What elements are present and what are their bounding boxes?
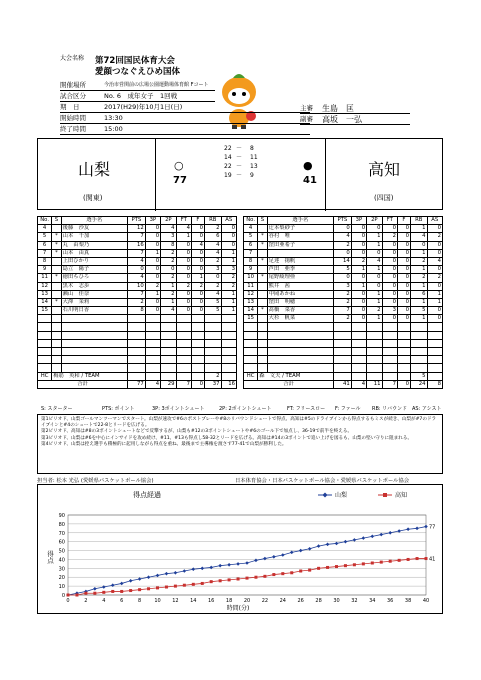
data-point	[147, 587, 150, 590]
x-tick-label: 34	[369, 598, 376, 604]
x-tick-label: 2	[84, 598, 88, 604]
total-row: 合計 77 4 29 7 0 37 16	[38, 380, 237, 388]
event-title-2: 愛顔つなぐえひめ国体	[95, 67, 181, 77]
header-cell: RB	[204, 217, 221, 225]
data-point	[380, 561, 383, 564]
data-point	[335, 565, 338, 568]
recorder: 担当者: 松本 光弘 (愛媛県バスケットボール協会)	[37, 478, 154, 484]
data-point	[147, 575, 151, 579]
away-team-name: 高知	[368, 160, 401, 179]
y-tick-label: 90	[58, 513, 65, 519]
referee-row: 主審 生島 匡	[300, 103, 410, 114]
data-point	[120, 590, 123, 593]
chart-title: 得点経過	[133, 491, 161, 499]
data-point	[102, 585, 106, 589]
table-row: 9 島立 陽子 0 0 0 0 0 3 3	[38, 266, 237, 274]
data-point	[379, 533, 383, 537]
data-point	[183, 584, 186, 587]
data-point	[245, 561, 249, 565]
table-row: 4 辻本梨紗子 0 0 0 0 0 1 0	[244, 225, 443, 233]
data-point	[75, 594, 78, 597]
away-stats-table	[243, 216, 443, 389]
data-point	[93, 592, 96, 595]
header-cell: S	[52, 217, 61, 225]
table-row	[38, 339, 237, 347]
data-point	[111, 590, 114, 593]
header-cell: 選手名	[61, 217, 127, 225]
y-tick-label: 0	[61, 593, 65, 599]
data-point	[353, 563, 356, 566]
header-cell: PTS	[128, 217, 146, 225]
table-row: 15 石川明日香 8 0 4 0 0 5 1	[38, 307, 237, 315]
table-row: 15 大杉 帆菜 2 0 1 0 0 1 0	[244, 315, 443, 323]
stats-legend: S: スターター PTS: ポイント 3P: 3ポイントシュート 2P: 2ポイントシュート FT: フリースロー F: ファール RB: リバウンド AS: アシスト	[41, 406, 442, 412]
table-row	[38, 315, 237, 323]
header-cell: PTS	[334, 217, 352, 225]
note-q3: 第3ピリオド、山梨は#6を中心にインサイドを攻め続け、#11、#13も得点し58-32とリードを広げる。高知は#14の3ポイントで追い上げを図るも、山梨の堅い守りに阻まれる。	[41, 435, 413, 441]
table-row: 8 上田ひかり 4 0 2 0 0 2 1	[38, 257, 237, 265]
table-row	[244, 339, 443, 347]
data-point	[335, 542, 339, 546]
table-row: 12 黒木 志歩 10 2 1 2 2 2 2	[38, 282, 237, 290]
x-tick-label: 40	[422, 598, 430, 604]
series-end-label: 77	[429, 524, 436, 531]
table-row: 4 後藤 沙友 12 0 4 4 0 2 0	[38, 225, 237, 233]
data-point	[246, 577, 249, 580]
table-row: 10 * 尾野綾理亜 0 0 0 0 0 2 2	[244, 274, 443, 282]
x-tick-label: 4	[102, 598, 106, 604]
data-point	[406, 527, 410, 531]
series-end-label: 41	[429, 556, 436, 563]
data-point	[156, 586, 159, 589]
data-point	[424, 525, 428, 529]
y-tick-label: 70	[58, 530, 65, 537]
data-point	[290, 551, 294, 555]
table-row	[244, 323, 443, 331]
header-cell: 選手名	[267, 217, 333, 225]
table-row: 6 * 丸 由梨乃 16 0 8 0 4 4 0	[38, 241, 237, 249]
table-row: 14 * 大澤 茉莉 2 0 1 0 0 5 1	[38, 298, 237, 306]
data-point	[138, 588, 141, 591]
chart-svg	[38, 485, 444, 615]
x-tick-label: 20	[243, 598, 251, 604]
data-point	[388, 531, 392, 535]
away-total: 41	[303, 175, 317, 186]
data-point	[397, 529, 401, 533]
x-tick-label: 16	[208, 598, 215, 604]
home-stats-table	[37, 216, 237, 389]
home-total: 77	[173, 175, 187, 186]
data-point	[210, 580, 213, 583]
x-tick-label: 32	[351, 598, 358, 604]
header-cell: 2P	[161, 217, 176, 225]
data-point	[317, 544, 321, 548]
data-point	[362, 536, 366, 540]
x-axis-label: 時間(分)	[226, 605, 250, 612]
y-tick-label: 60	[58, 539, 65, 546]
data-point	[201, 582, 204, 585]
data-point	[263, 557, 267, 561]
event-label: 大会名称	[60, 55, 85, 62]
event-title-1: 第72回国民体育大会	[95, 56, 175, 66]
x-tick-label: 36	[387, 598, 394, 604]
venue-row: 開催場所 今治市営関前の広場公園運動場体育館 Fコート	[60, 80, 215, 91]
x-tick-label: 10	[154, 598, 161, 604]
assist-row: 副審 高坂 一弘	[300, 114, 410, 125]
data-point	[129, 579, 133, 583]
data-point	[84, 592, 87, 595]
header-cell: FT	[176, 217, 191, 225]
table-row	[244, 364, 443, 372]
legend-label: 高知	[395, 492, 408, 499]
data-point	[192, 567, 196, 571]
legend-marker	[383, 493, 387, 497]
header-cell: FT	[382, 217, 397, 225]
table-row	[38, 348, 237, 356]
table-row	[244, 331, 443, 339]
header-cell: 2P	[367, 217, 382, 225]
score-box	[37, 138, 443, 210]
table-row	[38, 323, 237, 331]
data-point	[326, 566, 329, 569]
x-tick-label: 6	[120, 598, 124, 604]
data-point	[353, 538, 357, 542]
organizer: 日本体育協会・日本バスケットボール協会・愛媛県バスケットボール協会	[235, 478, 410, 484]
data-point	[165, 572, 169, 576]
x-tick-label: 24	[279, 598, 286, 604]
table-row: 13 瀬山 佳奈 7 1 2 0 0 4 1	[38, 290, 237, 298]
data-point	[299, 549, 303, 553]
match-row: 試合区分 No. 6 成年女子 1回戦	[60, 91, 215, 102]
note-q4: 第4ピリオド、山梨は控え選手も積極的に起用しながら得点を重ね、最後まで主導権を渡さず77-41で山梨が勝利した。	[41, 441, 287, 447]
y-tick-label: 80	[58, 521, 65, 528]
legend-label: 山梨	[335, 492, 348, 499]
data-point	[272, 573, 275, 576]
data-point	[398, 559, 401, 562]
data-point	[218, 564, 222, 568]
y-tick-label: 30	[58, 566, 65, 573]
table-row: 12 中岡あかね 2 0 1 0 0 6 1	[244, 290, 443, 298]
x-tick-label: 28	[315, 598, 322, 604]
y-axis-label: 得点	[46, 550, 54, 564]
data-point	[308, 547, 312, 551]
data-point	[129, 589, 132, 592]
data-point	[299, 570, 302, 573]
x-tick-label: 8	[138, 598, 142, 604]
header-cell: S	[258, 217, 267, 225]
x-tick-label: 12	[172, 598, 179, 604]
data-point	[326, 543, 330, 547]
table-row: 9 芦田 亜季 5 1 1 0 0 1 0	[244, 266, 443, 274]
home-team-name: 山梨	[78, 160, 111, 179]
score-progress-chart	[37, 484, 443, 614]
y-tick-label: 10	[58, 584, 65, 591]
data-point	[281, 553, 285, 557]
data-point	[120, 582, 124, 586]
table-row: 5 * 山本 千加 7 0 3 1 0 6 0	[38, 233, 237, 241]
data-point	[344, 564, 347, 567]
table-row: 11 熊井 茜 3 1 0 0 0 1 0	[244, 282, 443, 290]
table-row: 8 * 足達 揚帆 14 2 4 0 0 2 4	[244, 257, 443, 265]
hc-row: HC 森 文夫 / TEAM 5	[244, 372, 443, 380]
x-tick-label: 14	[190, 598, 197, 604]
table-row: 7 0 0 0 0 0 1 0	[244, 249, 443, 257]
data-point	[209, 566, 213, 570]
table-row	[38, 356, 237, 364]
header-cell: AS	[427, 217, 442, 225]
data-point	[263, 575, 266, 578]
end-row: 終了時間 15:00	[60, 124, 310, 135]
home-result-mark: ○	[174, 159, 184, 172]
data-point	[281, 572, 284, 575]
hc-row: HC 梅筋 英和 / TEAM 2	[38, 372, 237, 380]
data-point	[102, 591, 105, 594]
data-point	[183, 569, 187, 573]
header-cell: F	[191, 217, 204, 225]
total-row: 合計 41 4 11 7 0 24 8	[244, 380, 443, 388]
quarter-scores: 22 － 8 14 － 11 22 － 13 19 － 9	[224, 145, 258, 179]
data-point	[228, 578, 231, 581]
data-point	[227, 563, 231, 567]
away-region: (四国)	[374, 194, 394, 202]
data-point	[174, 571, 178, 575]
data-point	[111, 583, 115, 587]
x-tick-label: 0	[66, 598, 70, 604]
home-region: (関東)	[83, 194, 103, 202]
table-row: 6 * 窪田亜希子 2 0 1 0 0 0 0	[244, 241, 443, 249]
table-row: 13 窪田 明穂 2 0 1 0 0 1 1	[244, 298, 443, 306]
x-tick-label: 26	[297, 598, 304, 604]
x-tick-label: 22	[261, 598, 269, 604]
header-cell: RB	[410, 217, 427, 225]
data-point	[308, 569, 311, 572]
data-point	[416, 557, 419, 560]
data-point	[254, 559, 258, 563]
table-row: 5 * 谷村 唯 4 0 1 2 0 4 2	[244, 233, 443, 241]
data-point	[371, 562, 374, 565]
data-point	[93, 587, 97, 591]
data-point	[192, 583, 195, 586]
data-point	[165, 586, 168, 589]
note-q2: 第2ピリオド、高知は#8の3ポイントシュートなどで反撃するが、山梨も#12の3ポイントシュートや#6のゴール下で加点し、36-19で前半を終える。	[41, 429, 353, 435]
data-point	[200, 567, 204, 571]
data-point	[174, 585, 177, 588]
data-point	[272, 555, 276, 559]
header-cell: No.	[38, 217, 52, 225]
table-row	[38, 364, 237, 372]
header-cell: 3P	[145, 217, 160, 225]
game-notes	[37, 414, 443, 474]
start-row: 開始時間 13:30	[60, 113, 310, 124]
data-point	[67, 594, 70, 597]
data-point	[389, 560, 392, 563]
table-row	[244, 348, 443, 356]
data-point	[425, 557, 428, 560]
x-tick-label: 18	[225, 598, 233, 604]
data-point	[362, 562, 365, 565]
y-tick-label: 50	[58, 548, 65, 555]
table-row: 14 * 髙橋 菜香 7 0 2 3 0 5 0	[244, 307, 443, 315]
x-tick-label: 38	[404, 598, 412, 604]
data-point	[219, 579, 222, 582]
header-cell: AS	[221, 217, 236, 225]
table-row	[244, 356, 443, 364]
data-point	[344, 540, 348, 544]
away-result-mark: ●	[303, 159, 313, 172]
data-point	[254, 576, 257, 579]
header-cell: 3P	[351, 217, 366, 225]
data-point	[138, 577, 142, 581]
data-point	[317, 567, 320, 570]
y-tick-label: 20	[58, 575, 65, 582]
legend-marker	[323, 493, 328, 498]
table-row: 11 * 徳田ちひろ 4 0 2 0 1 0 2	[38, 274, 237, 282]
note-q1: 第1ピリオド、山梨ゴールマンツーマンでスタート。山梨が速攻で#6のポストプレーや#8のリバウンドシュートで得点、高知は#5のドライブインから得点するもミスが続き、山梨が#7のドライブインと#4のシュートで22-8とリードを広げる。	[41, 417, 437, 429]
data-point	[237, 578, 240, 581]
data-point	[407, 558, 410, 561]
table-row: 7 * 山本 由真 7 1 2 0 0 4 1	[38, 249, 237, 257]
data-point	[415, 527, 419, 531]
data-point	[371, 535, 375, 539]
data-point	[290, 571, 293, 574]
x-tick-label: 30	[333, 598, 340, 604]
date-row: 期 日 2017(H29)年10月1日(日)	[60, 102, 310, 113]
table-row	[38, 331, 237, 339]
y-tick-label: 40	[58, 557, 65, 564]
data-point	[236, 562, 240, 566]
header-cell: No.	[244, 217, 258, 225]
header-cell: F	[397, 217, 410, 225]
data-point	[156, 574, 160, 578]
